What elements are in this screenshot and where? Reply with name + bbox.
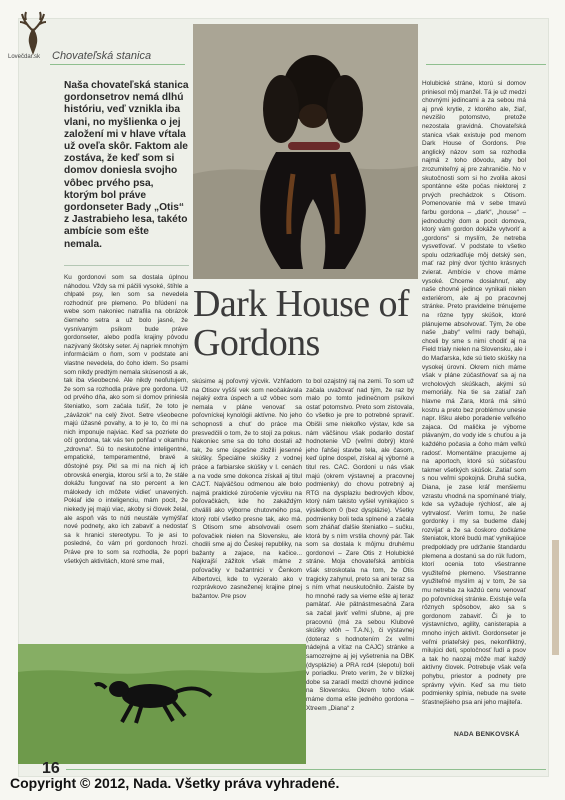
running-setter-photo [18, 644, 306, 764]
lead-divider [64, 265, 189, 266]
top-right-rule [426, 64, 546, 65]
top-rule [50, 64, 185, 65]
deer-logo-icon [12, 10, 54, 58]
bottom-rule [66, 769, 546, 770]
article-column-1: Ku gordonovi som sa dostala úplnou náhodou. Vždy sa mi páčili vysoké, štíhle a chlpaté psy, len som sa nevedela rozhodnúť pre plemeno. Po bľúdení na webe som nakoniec natrafila na obrázok čierneho setra a už bolo jasné, že vysnívaným psíkom bude práve gordonseter, alebo podľa krajiny pôvodu nazývaný škótsky seter. Aj napriek mnohým informáciám o ňom, som v podstate ani vlastne nevedela, do čoho idem. So psami som nikdy predtým nemala skúsenosti a ak, tak iba všeobecné. Ale nikdy neoľutujem, že som sa rozhodla práve pre gordona. Už od prvého dňa, ako som si domov priniesla šteniatko, som začala tušiť, že toto je „záväzok“ na celý život. Setre všeobecne majú úžasné povahy, a to je to, čo mi na nich imponuje najviac. Keď sa pozriete do očí gordona, tak vás ten pohľad v okamihu „zdrovna“. Sú to neskutočne inteligentné, empatické, temperamentné, bravé a dôstojné psy. Pkl sa mi na nich aj ich obrovská energia, ktorou srší a to, že stále dokážu fungovať na sto percent a len málokedy ich môžete vidieť unavených. Pokiaľ ide o inteligenciu, mám pocit, že niekedy jej majú viac, akoby si človek želal, ale aspoň vás to núti neustále vymýšľať nové podnety, ako ich zabaviť a nedostať sa k hranici stereotypu. To je asi to posledné, čo vám pri gordonoch hrozí. Práve pre to som sa rozhodla, že popri všetkých aktivitách, ktoré sme mali, [64, 274, 188, 565]
article-column-3: to bol ozajstný raj na zemi. To som už začala uvažovať nad tým, že raz by malo po tomto jedinečnom psíkovi ostať potomstvo. Preto som zistovala, čo všetko je pre to potrebné spraviť. Obišli sme niekoľko výstav, kde sa nám väčšinou však podarilo dostať hodnotenie VD (veľmi dobrý) ktoré jeho ľahšej stavbe tela, ale časom, keď úplne dospel, získal aj výborné a titul res. CAC. Gordoni u nás však majú (okrem výstavnej a pracovnej podmienky) do chovu potrebný aj RTG na dysplaziu bedrových kĺbov, ktorý nám takisto vyšiel vynikajúco s výsledkom 0 (bez dysplázie). Všetky podmienky boli teda splnené a začala som zháňať ďalšie šteniatko – sučku, ktorá by s ním vrstila chovný pár. Tak som sa dostala k môjmu druhému gordonovi – Zare Otis z Holubické stráne. Moja chovateľská ambícia však stroskotala na tom, že Otis tragicky zahynul, preto sa ani teraz sa s ním vrhat neuskutočnilo. Zaiste by ho mnohé rady sa vieme ešte aj teraz pamätať. Ale pätnástmesačná Zara sa začal javiť veľmi sľubne, aj pre pracovnú (má za sebou Klubové skúšky vlôh – T.A.N.), či výstavnej (doteraz s hodnotením 2x veľmi nádejná a víťaz na CAJC) stránke a samozrejme aj jej vyšetrenia na DBK (dysplázie) a PRA rcd4 (slepotu) boli v poriadku. Preto verím, že v blízkej dobe sa zaradí medzi chovné jedince na Slovensku. Okrem toho však máme doma ešte jedného gordona – Xtreem „Diana“ z [306, 378, 414, 712]
section-label: Chovateľská stanica [52, 50, 152, 62]
page-edge-shadow [552, 540, 559, 655]
author-credit: NADA BENKOVSKÁ [454, 731, 520, 738]
article-column-4: Holubické stráne, ktorú si domov priniesol môj manžel. Tá je už medzi chovnými jedincami a za sebou má aj prvé krytie, z ktorého ale, žiaľ, nevzišlo potomstvo, pretože nezostala gravidná. Chovateľská stanica však existuje pod menom Dark House of Gordons. Pre anglický názov som sa rozhodla najmä z toho dôvodu, aby bol zrozumiteľný aj pre zahraničie. No v skutočnosti som si ho zvolila akosi spontánne ešte počas niektorej z prvých prechádzok s Otisom. Pomenovanie má v sebe tmavú farbu gordona – „dark“, „house“ – jednoduchý dom a pocit domova, ktorý vám gordon dokáže vytvoriť a „gordons“ si myslím, že netreba vysvetľovať. V podstate to všetko spolu odzrkadľuje môj detský sen, mať raz plný dvor týchto krásnych zvierat. Ambície v chove máme vysoké. Chceme dosiahnuť, aby naše chovné jedince vynikali nielen exteriérom, ale aj po pracovnej stránke. Preto pravidelne trénujeme na rôzne typy skúšok, ktoré plánujeme absolvovať. Tým, že obe naše „baby“ veľmi rady behajú, chceli by sme s nimi chodiť aj na Field trialy nielen na Slovensku, ale i do Maďarska, kde sú tieto skúšky na vysokej úrovni. Okrem nich máme však v pláne zúčastňovať sa aj na vrcholových skúškach, akými sú memoriály. Na tie sa zatiaľ zaň hlavne má Zara, ktorá má silnú kostru a preto bez problémov unesie napr. líšku alebo poradenie veľkého zajaca. Od malička je výborne plávaným, do vody ide s chuťou a ja každého počasia a čoho mám veľkú radosť. Momentálne pracujeme aj na aportoch, ktoré sú súčasťou takmer všetkých skúšok. Zatiaľ som s nou veľmi spokojná. Druhá sučka, Diana, je zase kráľ menšiemu vzrastu vhodná na spomínané trialy, kde sa vyžaduje rýchlosť, ale aj vytrvalosť. Verím tomu, že naše gordonky i my sa budeme ďalej rozvíjať a že sa čoskoro dočkáme šteniatok, ktoré budú mať vynikajúce predpoklady pre udržanie štandardu plemena a dostanú sa do rúk ľudom, ktorí ocenia toto všestranne využiteľné plemeno. Všestranne využiteľné myslím aj v tom, že sa mu netreba za každú cenu venovať po poľovníckej stránke. Existuje veľa rôznych spôsobov, ako sa s gordonom zabaviť. Či je to výstavníctvo, agility, canisterapia a mnoho iných aktivít. Gordonseter je veľmi priateľský pes, nekonfliktný, milujúci deti, spoločnosť ľudí a psov a tak ho naozaj môže mať každý aktívny človek. Potrebuje však veľa pohybu, priestor a podnety pre správny vývin. Keď sa mu tieto podmienky splnia, nebude na svete šťastnejšieho psa ani jeho majiteľa. [422, 80, 526, 706]
page-number: 16 [42, 760, 60, 777]
article-title: Dark House of Gordons [193, 283, 409, 364]
lead-paragraph: Naša chovateľská stanica gordonsetrov nemá dlhú históriu, veď vznikla iba vlani, no myšlienka o jej založení mi v hlave vŕtala už oveľa skôr. Faktom ale zostáva, že keď som si domov doniesla svojho vôbec prvého psa, ktorým bol práve gordonseter Bady „Otis“ z Jastrabieho lesa, takéto ambície som ešte nemala. [64, 80, 189, 250]
gordon-setter-photo [193, 24, 418, 279]
logo-text: Lovečdar.sk [8, 54, 41, 60]
article-column-2: skúsime aj poľovný výcvik. Vzhľadom na Otisov vyšší vek som neočakávala nejaký extra úspech a už vôbec som nemala v pláne venovať sa poľovníckej kynológii aktívne. No jeho schopnosti a chuť do práce ma presvedčili o tom, že to stojí za pokus. Nakoniec sme sa do toho dostali až tak, že sme úspešne zložili jesenné skúšky. Špeciálne skúšky z vodnej práce a farbiarske skúšky v I. cenách a na vode sme dokonca získali aj titul CACT. Najväčšou odmenou ale bolo najmä praktické zúročenie výcviku na poľovačkách, kde ho zakaždým chválili ako výborne chutovného psa, ktorý robí všetko presne tak, ako má. S Otisom sme absolvovali osem poľovačiek nielen na Slovensku, ale chodili sme aj do Českej republiky, na bažanty a zajace, na kačice... Najkrajší zážitok však máme z poľovačky v bažantnici v Čenkom Albertovci, kde to vyzeralo ako v rozprávkovo zasneženej krajine plnej bažantov. Pre psov [192, 378, 302, 600]
copyright-text: Copyright © 2012, Nada. Všetky práva vyhradené. [10, 775, 340, 791]
